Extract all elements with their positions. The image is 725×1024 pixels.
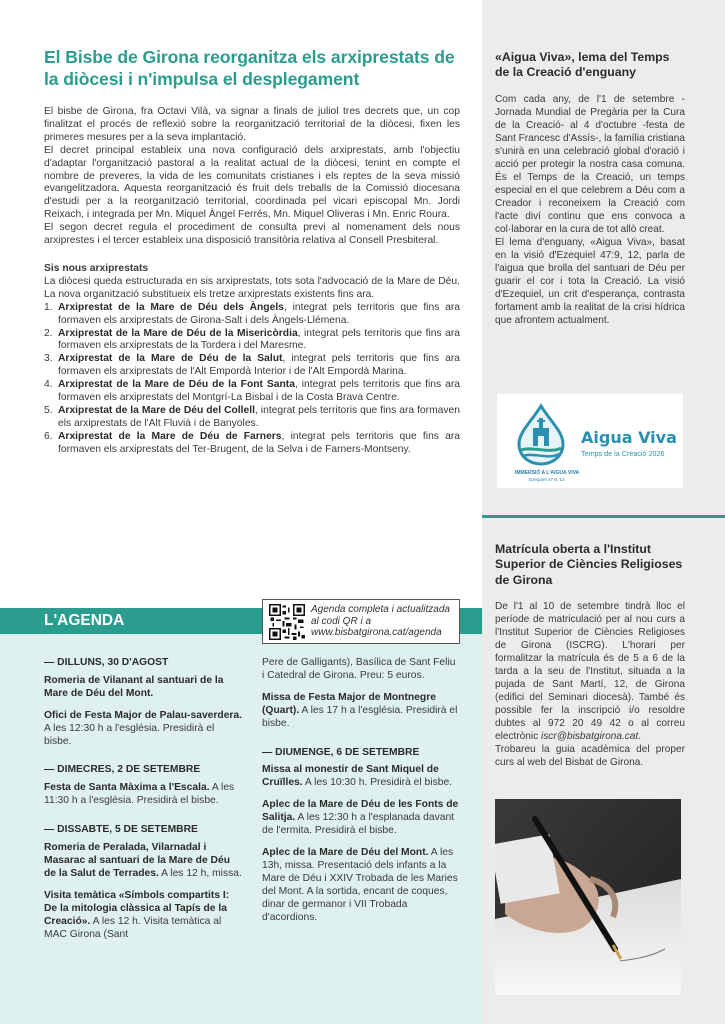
logo-subtitle: Temps de la Creació 2026	[581, 449, 665, 458]
sidebar-title: «Aigua Viva», lema del Temps de la Creació d'enguany	[495, 50, 670, 80]
list-number: 2.	[44, 327, 53, 339]
event-title: Festa de Santa Màxima a l'Escala.	[44, 782, 210, 794]
event-text: A les 11:30 h a l'església. Presidirà el bisbe.	[44, 782, 235, 807]
list-item-name: Arxiprestat de la Mare de Déu de la Font Santa	[58, 379, 295, 391]
sidebar-section-aigua-viva	[495, 50, 685, 327]
article-body	[44, 106, 460, 248]
event-title: Romeria de Peralada, Vilarnadal i Masarac al santuari de la Mare de Déu de la Salut de Terrades.	[44, 842, 230, 879]
article-intro: La diòcesi queda estructurada en sis arxiprestats, tots sota l'advocació de la Mare de Déu. La nova organització substitueix els tretze arxiprestats existents fins ara.	[44, 275, 460, 300]
paragraph: El decret principal estableix una nova configuració dels arxiprestats, amb l'objectiu d'adaptar l'organització pastoral a la realitat actual de la diòcesi, tenint en compte el nombre de preveres, la vida de les comunitats cristianes i els reptes de la seva missió evangelitzadora. Aquesta reorganització és fruit dels treballs de la Comissió diocesana d'estudi per a la reorganització territorial, coordinada pel vicari episcopal Mn. Jordi Reixach, i integrada per Mn. Miquel Àngel Ferrés, Mn. Miquel Oliveras i Mn. Enric Roura.	[44, 144, 460, 221]
agenda-event	[44, 710, 242, 749]
list-number: 5.	[44, 404, 53, 416]
logo-reference: Ezequiel 47:9, 12	[529, 477, 565, 482]
event-title: Aplec de la Mare de Déu del Mont.	[262, 846, 429, 858]
event-title: Missa de Festa Major de Montnegre (Quart).	[262, 691, 436, 716]
logo-tagline: IMMERSIÓ A L'AIGUA VIVA	[515, 470, 580, 476]
sidebar-body	[495, 600, 685, 769]
agenda-column-1	[44, 657, 242, 950]
paragraph: El bisbe de Girona, fra Octavi Vilà, va signar a finals de juliol tres decrets que, un cop finalitzat el procés de reflexió sobre la reorganització territorial de la diòcesi, fixen les primeres mesures per a la seva implantació.	[44, 106, 460, 143]
list-item-name: Arxiprestat de la Mare de Déu de la Salut	[58, 353, 283, 365]
list-item	[44, 353, 460, 379]
event-text: A les 10:30 h. Presidirà el bisbe.	[302, 777, 453, 789]
agenda-event	[44, 675, 242, 701]
agenda-event	[262, 764, 460, 790]
event-text: A les 17 h a l'església. Presidirà el bisbe.	[262, 704, 458, 729]
writing-hand-illustration	[495, 799, 681, 995]
article-subheading: Sis nous arxiprestats	[44, 262, 149, 274]
event-text: A les 13h, missa. Presentació dels infants a la Mare de Déu i XXIV Trobada de les Maries del Mont. A la sortida, encant de coques, dinar de germanor i VII Trobada d'acordions.	[262, 846, 458, 923]
paragraph: El segon decret regula el procediment de consulta previ al nomenament dels nous arxiprestes i el tercer estableix una disposició transitòria relativa al Consell Presbiteral.	[44, 222, 460, 247]
event-text: A les 12 h, missa.	[158, 867, 242, 879]
agenda-title: L'AGENDA	[44, 612, 125, 629]
logo-title: Aigua Viva	[581, 428, 677, 447]
list-item-name: Arxiprestat de la Mare de Déu del Collell	[58, 404, 255, 416]
agenda-day: — DIMECRES, 2 DE SETEMBRE	[44, 764, 201, 776]
agenda-qr-text: Agenda completa i actualitzada al codi QR i a www.bisbatgirona.cat/agenda	[311, 603, 450, 639]
event-title: Visita temàtica «Símbols compartits I: De la mitologia clàssica al Tapís de la Creació».	[44, 889, 230, 927]
paragraph: El lema d'enguany, «Aigua Viva», basat en la visió d'Ezequiel 47:9, 12, parla de l'aigua que brolla del santuari de Déu per guarir el cor i tota la Creació. La visió d'Ezequiel, un crit d'esperança, contrasta fortament amb la realitat de la crisi hídrica que afrontem actualment.	[495, 236, 685, 326]
agenda-column-2	[262, 657, 460, 933]
agenda-event	[262, 847, 460, 924]
list-item-name: Arxiprestat de la Mare de Déu de Farners	[58, 430, 282, 442]
sidebar-body	[495, 93, 685, 327]
qr-code-icon[interactable]	[269, 604, 305, 640]
list-item-text: , integrat pels territoris que fins ara formaven els arxiprestats de Girona-Salt i dels Àngels-Llémena.	[58, 301, 461, 326]
event-text: A les 12 h. Visita temàtica al MAC Girona (Sant	[44, 915, 222, 940]
agenda-qr-box[interactable]	[262, 599, 460, 644]
agenda-event	[44, 842, 242, 881]
list-item	[44, 431, 460, 457]
aigua-viva-logo	[497, 394, 683, 488]
list-number: 4.	[44, 379, 53, 391]
agenda-event	[44, 890, 242, 942]
agenda-event	[44, 782, 242, 808]
list-item	[44, 302, 460, 328]
list-item-text: , integrat pels territoris que fins ara formaven els arxiprestats de l'Alt Fluvià i de Banyoles.	[58, 404, 460, 429]
list-number: 3.	[44, 353, 53, 365]
list-item-text: , integrat pels territoris que fins ara formaven els arxiprestats de la Tordera i del Maresme.	[58, 327, 460, 352]
event-title: Romeria de Vilanant al santuari de la Mare de Déu del Mont.	[44, 674, 224, 699]
agenda-event	[262, 799, 460, 838]
list-item-text: , integrat pels territoris que fins ara formaven els arxiprestats de l'Alt Empordà Interior i de l'Alt Empordà Marina.	[58, 353, 461, 378]
agenda-event-continued: Pere de Galligants), Basílica de Sant Feliu i Catedral de Girona. Preu: 5 euros.	[262, 657, 456, 681]
list-number: 6.	[44, 430, 53, 442]
event-text: A les 12:30 h a l'esplanada davant de l'ermita. Presidirà el bisbe.	[262, 812, 455, 837]
paragraph: Com cada any, de l'1 de setembre -Jornada Mundial de Pregària per la Cura de la Creació- al 4 d'octubre -festa de Sant Francesc d'Assís-, la família cristiana s'unirà en una celebració global d'oració i acció per protegir la nostra casa comuna. És el Temps de la Creació, un temps especial en el que celebrem a Déu com a Creador i reconeixem la Creació com l'acte diví continu que ens convoca a col·laborar en la cura de tot allò creat.	[495, 93, 685, 235]
paragraph-text: .	[638, 731, 642, 743]
article	[44, 46, 460, 457]
paragraph-text: De l'1 al 10 de setembre tindrà lloc el període de matriculació per al nou curs a l'Institut Superior de Ciències Religioses de Girona (ISCRG). L'horari per formalitzar la matrícula és de 5 a 6 de la tarda a la seu de l'Institut, situada a la pujada de Sant Martí, 12, de Girona (edifici del Seminari diocesà). També és possible fer la inscripció i/o resoldre dubtes al 972 20 49 42 o al correu electrònic	[495, 601, 685, 743]
sidebar-section-iscrg	[495, 542, 685, 769]
email-link[interactable]: iscr@bisbatgirona.cat	[541, 731, 639, 743]
agenda-event	[262, 692, 460, 731]
event-title: Missa al monestir de Sant Miquel de Cruïlles.	[262, 764, 439, 789]
event-text: A les 12:30 h a l'església. Presidirà el bisbe.	[44, 722, 215, 747]
paragraph: Trobareu la guia acadèmica del proper curs al web del Bisbat de Girona.	[495, 744, 685, 769]
archpriest-list	[44, 302, 460, 457]
list-item	[44, 379, 460, 405]
sidebar-title: Matrícula oberta a l'Institut Superior de Ciències Religioses de Girona	[495, 542, 683, 587]
water-drop-church-icon	[509, 402, 573, 466]
agenda-day: — DISSABTE, 5 DE SETEMBRE	[44, 824, 198, 836]
list-item	[44, 328, 460, 354]
agenda-day: — DILLUNS, 30 D'AGOST	[44, 657, 169, 668]
list-item-name: Arxiprestat de la Mare de Déu dels Àngels	[58, 301, 284, 313]
sidebar-divider	[482, 515, 725, 518]
agenda-day: — DIUMENGE, 6 DE SETEMBRE	[262, 746, 420, 758]
list-number: 1.	[44, 301, 53, 313]
list-item-text: , integrat pels territoris que fins ara formaven els arxiprestats del Ter-Brugent, de la Selva i de Farners-Montseny.	[58, 430, 461, 455]
paragraph	[495, 600, 685, 743]
list-item-text: , integrat pels territoris que fins ara formaven els arxiprestats del Montgrí-La Bisbal i de la Costa Brava Centre.	[58, 379, 461, 404]
list-item	[44, 405, 460, 431]
writing-hand-photo	[495, 799, 681, 995]
event-title: Aplec de la Mare de Déu de les Fonts de Salitja.	[262, 799, 459, 824]
event-title: Ofici de Festa Major de Palau-saverdera.	[44, 709, 243, 721]
article-headline: El Bisbe de Girona reorganitza els arxiprestats de la diòcesi i n'impulsa el desplegament	[44, 47, 455, 89]
list-item-name: Arxiprestat de la Mare de Déu de la Misericòrdia	[58, 327, 298, 339]
